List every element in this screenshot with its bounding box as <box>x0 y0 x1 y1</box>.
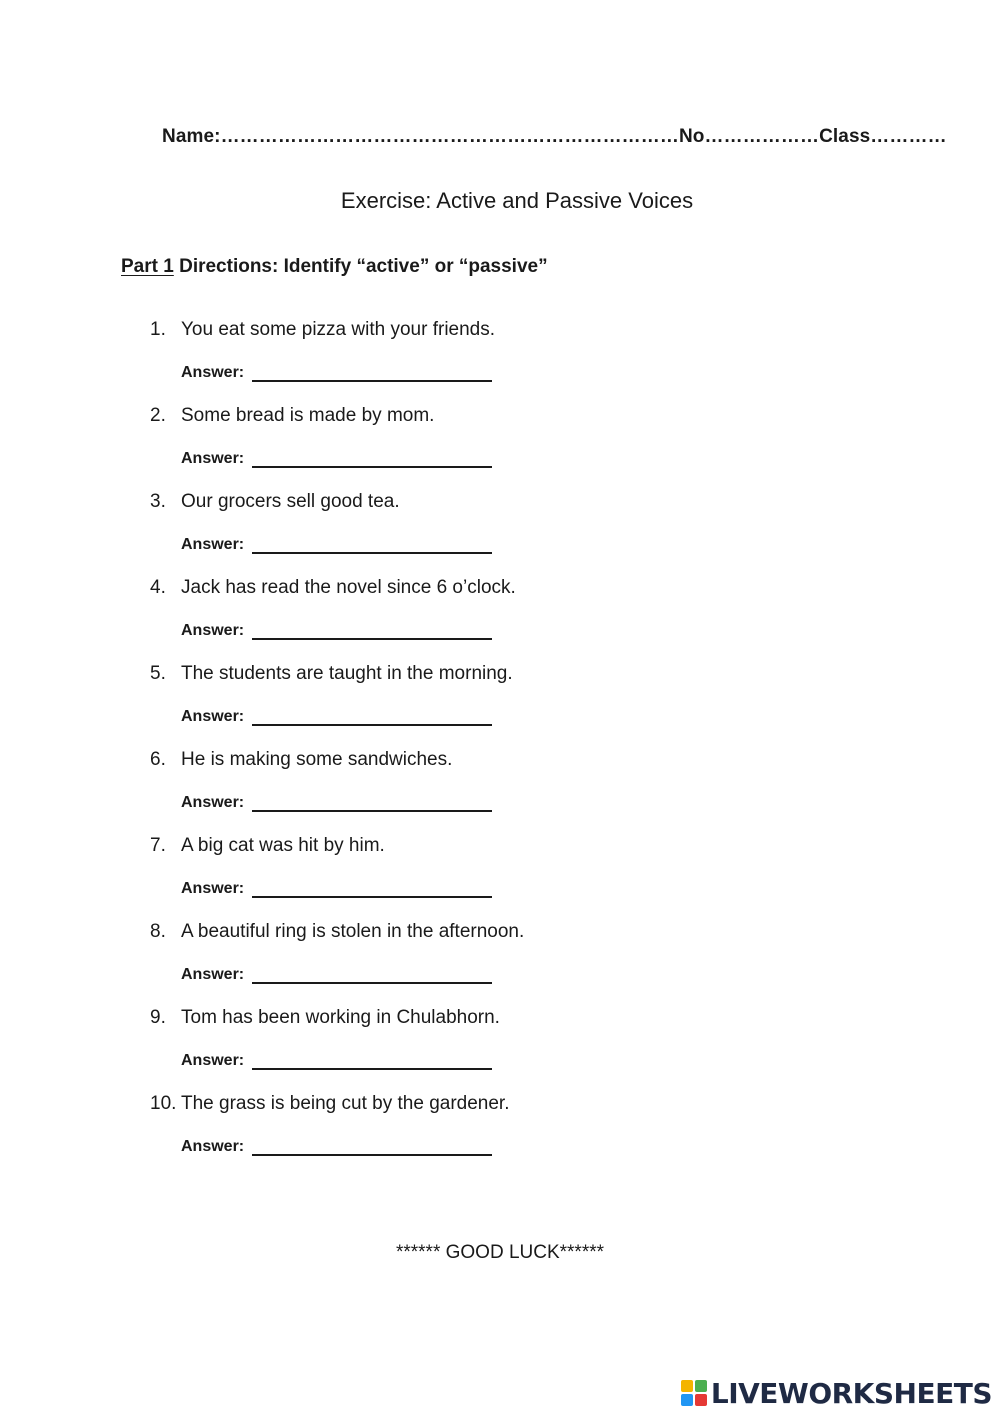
logo-square-yellow <box>681 1380 693 1392</box>
question-text: Jack has read the novel since 6 o’clock. <box>181 577 516 598</box>
answer-label: Answer: <box>181 364 245 381</box>
question-number: 1. <box>150 319 166 340</box>
question-2 <box>150 405 434 427</box>
answer-blank-10[interactable] <box>252 1138 492 1156</box>
answer-row-7 <box>181 880 492 898</box>
answer-label: Answer: <box>181 536 245 553</box>
question-number: 9. <box>150 1007 166 1028</box>
liveworksheets-logo-icon <box>681 1380 707 1406</box>
question-number: 2. <box>150 405 166 426</box>
question-3 <box>150 491 400 513</box>
answer-row-5 <box>181 708 492 726</box>
answer-row-8 <box>181 966 492 984</box>
question-text: The students are taught in the morning. <box>181 663 513 684</box>
answer-label: Answer: <box>181 708 245 725</box>
answer-blank-5[interactable] <box>252 708 492 726</box>
answer-label: Answer: <box>181 1138 245 1155</box>
question-number: 3. <box>150 491 166 512</box>
answer-row-3 <box>181 536 492 554</box>
question-4 <box>150 577 516 599</box>
part1-directions: Directions: Identify “active” or “passive” <box>173 256 548 277</box>
question-text: You eat some pizza with your friends. <box>181 319 496 340</box>
answer-blank-1[interactable] <box>252 364 492 382</box>
part1-heading <box>121 256 548 278</box>
question-7 <box>150 835 385 857</box>
answer-blank-4[interactable] <box>252 622 492 640</box>
liveworksheets-logo-text: LIVEWORKSHEETS <box>710 1376 992 1410</box>
question-number: 5. <box>150 663 166 684</box>
answer-row-9 <box>181 1052 492 1070</box>
question-text: Our grocers sell good tea. <box>181 491 400 512</box>
question-6 <box>150 749 452 771</box>
answer-blank-3[interactable] <box>252 536 492 554</box>
question-text: The grass is being cut by the gardener. <box>181 1093 510 1114</box>
question-number: 8. <box>150 921 166 942</box>
question-5 <box>150 663 513 685</box>
answer-blank-8[interactable] <box>252 966 492 984</box>
answer-blank-7[interactable] <box>252 880 492 898</box>
question-number: 4. <box>150 577 166 598</box>
question-9 <box>150 1007 500 1029</box>
question-text: He is making some sandwiches. <box>181 749 453 770</box>
liveworksheets-logo <box>681 1378 992 1408</box>
part1-label: Part 1 <box>121 256 174 277</box>
question-text: Some bread is made by mom. <box>181 405 435 426</box>
logo-square-blue <box>681 1394 693 1406</box>
worksheet-title: Exercise: Active and Passive Voices <box>340 188 694 213</box>
question-10 <box>150 1093 509 1115</box>
logo-square-green <box>695 1380 707 1392</box>
question-text: A beautiful ring is stolen in the afternoon. <box>181 921 525 942</box>
name-number-class-line: Name:………………………………………………………………No………………Class………… <box>162 126 947 147</box>
question-8 <box>150 921 524 943</box>
answer-row-2 <box>181 450 492 468</box>
question-1 <box>150 319 495 341</box>
answer-label: Answer: <box>181 622 245 639</box>
question-text: A big cat was hit by him. <box>181 835 385 856</box>
logo-square-red <box>695 1394 707 1406</box>
answer-label: Answer: <box>181 966 245 983</box>
answer-blank-2[interactable] <box>252 450 492 468</box>
answer-row-6 <box>181 794 492 812</box>
question-number: 7. <box>150 835 166 856</box>
answer-blank-9[interactable] <box>252 1052 492 1070</box>
answer-label: Answer: <box>181 1052 245 1069</box>
answer-row-4 <box>181 622 492 640</box>
answer-label: Answer: <box>181 450 245 467</box>
question-text: Tom has been working in Chulabhorn. <box>181 1007 500 1028</box>
answer-row-10 <box>181 1138 492 1156</box>
answer-label: Answer: <box>181 794 245 811</box>
answer-label: Answer: <box>181 880 245 897</box>
question-number: 6. <box>150 749 166 770</box>
answer-blank-6[interactable] <box>252 794 492 812</box>
question-number: 10. <box>150 1093 177 1114</box>
answer-row-1 <box>181 364 492 382</box>
good-luck-footer: ****** GOOD LUCK****** <box>395 1242 605 1263</box>
